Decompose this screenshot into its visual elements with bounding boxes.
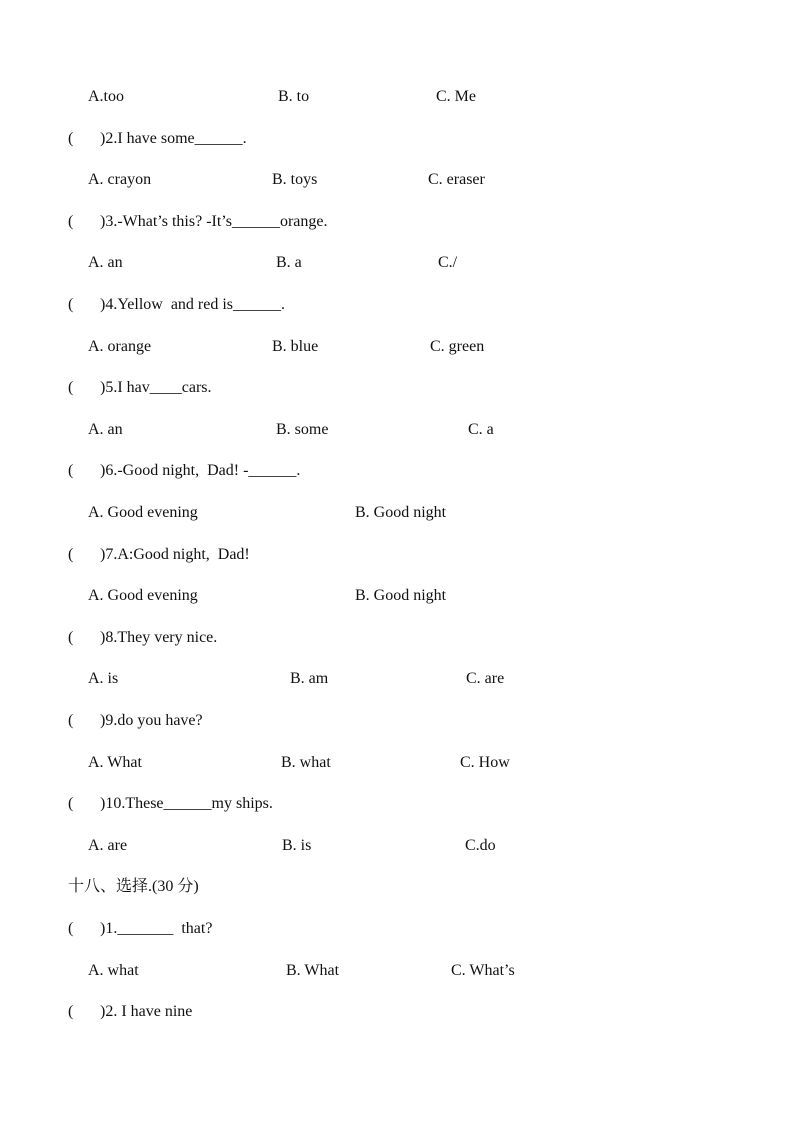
question-row-9 xyxy=(0,710,203,732)
question-row-6 xyxy=(0,460,301,482)
options-row-6 xyxy=(0,502,447,524)
options-row-top xyxy=(0,86,476,108)
answer-blank-open: ( xyxy=(68,1003,74,1020)
answer-blank-open: ( xyxy=(68,130,74,147)
option-c: C. a xyxy=(468,421,494,438)
option-a: A. Good evening xyxy=(88,504,198,521)
option-a: A.too xyxy=(88,88,124,105)
option-c: C. green xyxy=(430,338,485,355)
option-c: C.do xyxy=(465,837,496,854)
option-b: B. What xyxy=(286,962,340,979)
answer-blank-open: ( xyxy=(68,920,74,937)
question-row-5 xyxy=(0,377,212,399)
option-c: C. eraser xyxy=(428,171,485,188)
option-b: B. Good night xyxy=(355,587,447,604)
answer-blank-open: ( xyxy=(68,296,74,313)
option-b: B. blue xyxy=(272,338,319,355)
option-c: C./ xyxy=(438,254,458,271)
option-a: A. an xyxy=(88,254,123,271)
options-row-18-1 xyxy=(0,960,515,982)
option-c: C. What’s xyxy=(451,962,515,979)
question-row-3 xyxy=(0,211,328,233)
section-heading xyxy=(0,876,199,898)
options-row-10 xyxy=(0,835,496,857)
question-row-4 xyxy=(0,294,286,316)
options-row-8 xyxy=(0,668,505,690)
question-stem: )7.A:Good night, Dad! xyxy=(100,546,250,563)
options-row-7 xyxy=(0,585,447,607)
option-b: B. am xyxy=(290,670,329,687)
option-c: C. Me xyxy=(436,88,476,105)
option-b: B. is xyxy=(282,837,312,854)
option-c: C. are xyxy=(466,670,505,687)
question-row-7 xyxy=(0,544,250,566)
option-b: B. toys xyxy=(272,171,318,188)
answer-blank-open: ( xyxy=(68,712,74,729)
option-a: A. orange xyxy=(88,338,152,355)
question-stem: )4.Yellow and red is______. xyxy=(100,296,286,313)
option-b: B. to xyxy=(278,88,310,105)
question-row-18-2 xyxy=(0,1001,193,1023)
question-stem: )8.They very nice. xyxy=(100,629,218,646)
question-row-18-1 xyxy=(0,918,213,940)
option-c: C. How xyxy=(460,754,510,771)
option-b: B. a xyxy=(276,254,302,271)
section-title: 十八、选择.(30 分) xyxy=(68,878,199,895)
answer-blank-open: ( xyxy=(68,462,74,479)
question-row-10 xyxy=(0,793,273,815)
options-row-2 xyxy=(0,169,485,191)
option-b: B. what xyxy=(281,754,331,771)
answer-blank-open: ( xyxy=(68,546,74,563)
question-stem: )10.These______my ships. xyxy=(100,795,273,812)
option-b: B. Good night xyxy=(355,504,447,521)
question-stem: )5.I hav____cars. xyxy=(100,379,212,396)
question-row-2 xyxy=(0,128,247,150)
question-stem: )9.do you have? xyxy=(100,712,203,729)
answer-blank-open: ( xyxy=(68,795,74,812)
question-row-8 xyxy=(0,627,218,649)
answer-blank-open: ( xyxy=(68,379,74,396)
option-a: A. are xyxy=(88,837,128,854)
option-a: A. is xyxy=(88,670,119,687)
question-stem: )2. I have nine xyxy=(100,1003,193,1020)
option-a: A. crayon xyxy=(88,171,152,188)
options-row-9 xyxy=(0,752,510,774)
answer-blank-open: ( xyxy=(68,629,74,646)
question-stem: )3.-What’s this? -It’s______orange. xyxy=(100,213,328,230)
options-row-3 xyxy=(0,252,458,274)
option-b: B. some xyxy=(276,421,329,438)
options-row-4 xyxy=(0,336,485,358)
option-a: A. What xyxy=(88,754,142,771)
options-row-5 xyxy=(0,419,494,441)
answer-blank-open: ( xyxy=(68,213,74,230)
option-a: A. what xyxy=(88,962,139,979)
option-a: A. an xyxy=(88,421,123,438)
question-stem: )2.I have some______. xyxy=(100,130,247,147)
option-a: A. Good evening xyxy=(88,587,198,604)
question-stem: )1._______ that? xyxy=(100,920,213,937)
question-stem: )6.-Good night, Dad! -______. xyxy=(100,462,301,479)
